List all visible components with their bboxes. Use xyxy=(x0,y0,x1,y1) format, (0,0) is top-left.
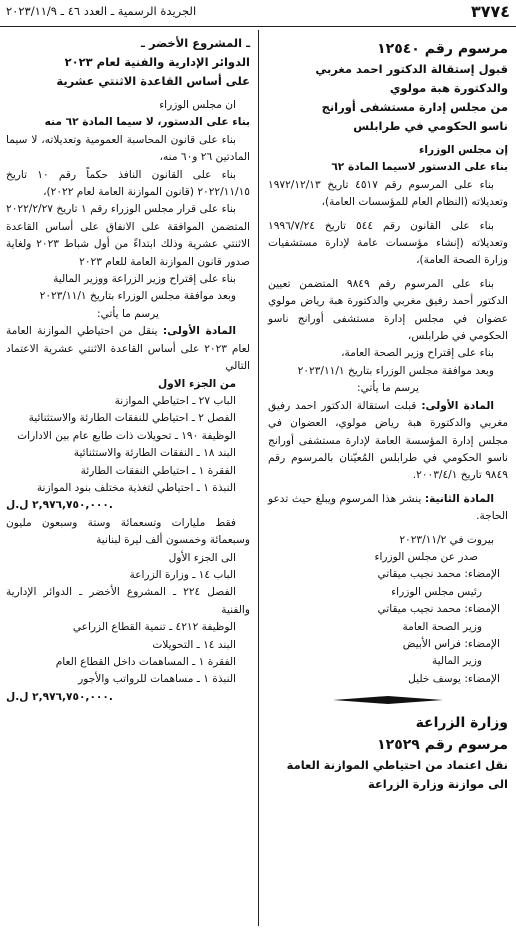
amount: ٢,٩٧٦,٧٥٠,٠٠٠ ل.ل. xyxy=(6,499,113,512)
budget-line: الفصل ٢ ـ احتياطي للنفقات الطارئة والاستثنائية xyxy=(28,412,236,425)
preamble-para: بناء على المرسوم رقم ٤٥١٧ تاريخ ١٩٧٢/١٢/١٣ وتعديلاته (النظام العام للمؤسسات العامة)، xyxy=(268,178,508,209)
budget-line: الباب ١٤ ـ وزارة الزراعة xyxy=(129,568,236,581)
preamble-para: بناء على إقتراح وزير الزراعة ووزير المالية xyxy=(53,273,236,286)
article-1-text: ينقل من احتياطي الموازنة العامة لعام ٢٠٢٣ على أساس القاعدة الاثنتي عشرية الاعتماد التالي xyxy=(6,325,250,373)
preamble-para: بناء على القانون النافذ حكماً رقم ١٠ تاريخ ٢٠٢٢/١١/١٥ (قانون الموازنة العامة لعام ٢٠٢٢)، xyxy=(6,168,250,199)
running-head: الجريدة الرسمية ـ العدد ٤٦ ـ ٢٠٢٣/١١/٩ xyxy=(6,4,197,18)
signature-name: الإمضاء: محمد نجيب ميقاتي xyxy=(377,603,500,616)
preamble-para: وبعد موافقة مجلس الوزراء بتاريخ ٢٠٢٣/١١/١ xyxy=(39,290,236,303)
signature-caption: وزير المالية xyxy=(431,655,482,668)
budget-line: الوظيفة ٤٢١٢ ـ تنمية القطاع الزراعي xyxy=(72,621,236,634)
preamble-para: بناء على المرسوم رقم ٩٨٤٩ المتضمن تعيين الدكتور أحمد رفيق مغربي والدكتورة هبة رياض مولوي عضوان في مجلس إدارة مستشفى أورانج ناسو الحكومي في طرابلس، xyxy=(268,277,508,343)
signature-caption: رئيس مجلس الوزراء xyxy=(391,585,482,598)
decree-subject-line: ناسو الحكومي في طرابلس xyxy=(353,119,508,133)
decree-subject-line: من مجلس إدارة مستشفى أورانج xyxy=(321,100,508,114)
preamble-para: بناء على قانون المحاسبة العمومية وتعديلاته، لا سيما المادتين ٢٦ و٦٠ منه، xyxy=(6,133,250,164)
signature-name: الإمضاء: محمد نجيب ميقاتي xyxy=(377,568,500,581)
page-number: ٣٧٧٤ xyxy=(470,2,510,21)
decrees-heading: يرسم ما يأتي: xyxy=(357,382,419,395)
budget-line: البند ١٨ ـ النفقات الطارئة والاستثنائية xyxy=(73,447,236,460)
signature-name: الإمضاء: فراس الأبيض xyxy=(402,637,500,650)
ministry-title: وزارة الزراعة xyxy=(415,715,508,732)
to-part: الى الجزء الأول xyxy=(168,551,236,564)
article-1-text: قبلت استقالة الدكتور احمد رفيق مغربي والدكتورة هبة رياض مولوي، العضوان في مجلس إدارة المؤسسة العامة لإدارة مستشفى أورانج ناسو الحكومي في طرابلس المُعيّنان بالمرسوم رقم ٩٨٤٩ تاريخ ٢٠٠٣/٤/١. xyxy=(268,399,508,482)
decree-subject-line: الى موازنة وزارة الزراعة xyxy=(367,777,508,792)
page-header xyxy=(0,0,516,27)
budget-line: البند ١٤ ـ التحويلات xyxy=(152,638,236,651)
budget-line: الوظيفة ١٩٠ ـ تحويلات ذات طابع عام بين الادارات xyxy=(17,429,236,442)
left-head-line: على أساس القاعدة الاثنتي عشرية xyxy=(56,74,250,88)
basis: بناء على الدستور لاسيما المادة ٦٢ xyxy=(331,161,508,174)
issuer: ان مجلس الوزراء xyxy=(159,99,236,111)
amount-in-words: فقط مليارات وتسعمائة وستة وسبعون مليون وسبعمائة وخمسون ألف ليرة لبنانية xyxy=(6,516,250,547)
place-date: بيروت في ٢٠٢٣/١١/٢ xyxy=(399,533,494,546)
budget-line: النبذة ١ ـ احتياطي لتغذية مختلف بنود الموازنة xyxy=(36,481,236,494)
preamble-para: بناء على إقتراح وزير الصحة العامة، xyxy=(341,347,494,360)
article-1-label: المادة الأولى: xyxy=(421,399,494,412)
left-head-line: الدوائر الإدارية والفنية لعام ٢٠٢٣ xyxy=(64,55,250,69)
signature-name: الإمضاء: يوسف خليل xyxy=(408,672,500,685)
article-1-label: المادة الأولى: xyxy=(162,325,236,338)
right-column xyxy=(268,30,508,794)
decree-title: مرسوم رقم ١٢٥٤٠ xyxy=(377,41,508,57)
decree-subject-line: قبول إستقالة الدكتور احمد مغربي xyxy=(315,62,508,76)
budget-line: الفصل ٢٢٤ ـ المشروع الأخضر ـ الدوائر الإدارية والفنية xyxy=(6,586,250,616)
decree-subject-line: نقل اعتماد من احتياطي الموازنة العامة xyxy=(286,758,508,773)
decrees-heading: يرسم ما يأتي: xyxy=(97,307,159,320)
section-separator xyxy=(333,696,443,704)
amount: ٢,٩٧٦,٧٥٠,٠٠٠ ل.ل. xyxy=(6,690,113,703)
budget-line: الباب ٢٧ ـ احتياطي الموازنة xyxy=(114,394,236,407)
preamble-para: بناء على قرار مجلس الوزراء رقم ١ تاريخ ٢٠٢٢/٢/٢٧ المتضمن الموافقة على الانفاق على أساس القاعدة الاثنتي عشرية وذلك ابتداءً من أول شباط ٢٠٢٣ ولغاية صدور قانون الموازنة العامة للعام ٢٠٢٣ xyxy=(6,203,250,268)
budget-line: الفقرة ١ ـ احتياطي النفقات الطارئة xyxy=(80,464,236,477)
budget-line: الفقرة ١ ـ المساهمات داخل القطاع العام xyxy=(55,656,236,668)
article-2-label: المادة الثانية: xyxy=(424,492,495,505)
decree-subject-line: والدكتورة هبة مولوي xyxy=(389,81,508,95)
signature-caption: وزير الصحة العامة xyxy=(402,620,482,633)
left-head-line: ـ المشروع الأخضر ـ xyxy=(141,36,250,50)
column-divider xyxy=(258,30,259,926)
preamble-para: بناء على القانون رقم ٥٤٤ تاريخ ١٩٩٦/٧/٢٤ وتعديلاته (إنشاء مؤسسات عامة لإدارة مستشفيات وزارة الصحة العامة)، xyxy=(268,219,508,267)
article-2-text: ينشر هذا المرسوم ويبلغ حيث تدعو الحاجة. xyxy=(268,492,508,523)
article-1 xyxy=(6,323,250,375)
signature-caption: صدر عن مجلس الوزراء xyxy=(374,550,478,563)
decree-title: مرسوم رقم ١٢٥٢٩ xyxy=(377,737,508,754)
article-2 xyxy=(268,491,508,526)
issuer: إن مجلس الوزراء xyxy=(418,144,508,156)
article-1 xyxy=(268,398,508,485)
left-column xyxy=(6,30,250,706)
preamble-para: وبعد موافقة مجلس الوزراء بتاريخ ٢٠٢٣/١١/١ xyxy=(297,364,494,377)
from-part: من الجزء الاول xyxy=(157,377,236,390)
basis: بناء على الدستور، لا سيما المادة ٦٢ منه xyxy=(44,116,250,129)
budget-line: النبذة ١ ـ مساهمات للرواتب والأجور xyxy=(78,673,236,686)
